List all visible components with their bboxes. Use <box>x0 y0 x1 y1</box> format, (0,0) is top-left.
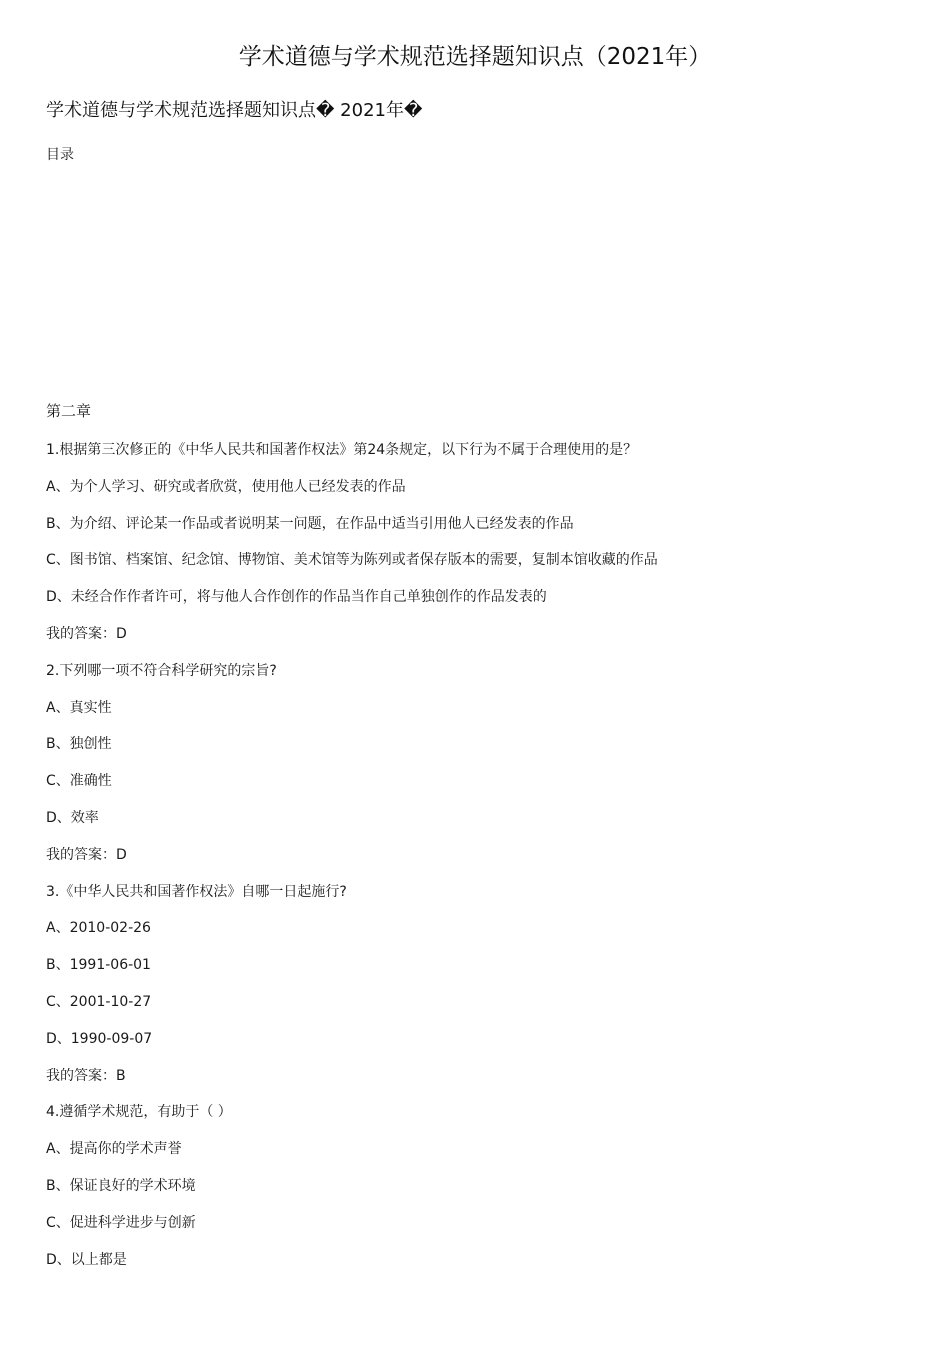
question-text: 1.根据第三次修正的《中华人民共和国著作权法》第24条规定，以下行为不属于合理使用的是？ <box>46 442 638 458</box>
option-b: B、1991-06-01 <box>46 957 151 974</box>
option-b: B、独创性 <box>46 736 112 753</box>
answer-text: 我的答案：D <box>46 846 127 863</box>
chapter-heading: 第二章 <box>46 402 92 420</box>
answer-text: 我的答案：D <box>46 625 127 642</box>
document-title: 学术道德与学术规范选择题知识点（2021年） <box>238 44 712 70</box>
question-text: 3.《中华人民共和国著作权法》自哪一日起施行? <box>46 883 347 900</box>
option-b: B、保证良好的学术环境 <box>46 1177 196 1194</box>
option-d: D、效率 <box>46 809 99 826</box>
option-a: A、真实性 <box>46 699 112 716</box>
option-a: A、2010-02-26 <box>46 920 151 937</box>
toc-label: 目录 <box>46 147 74 163</box>
option-a: A、提高你的学术声誉 <box>46 1141 182 1158</box>
option-d: D、以上都是 <box>46 1251 127 1268</box>
answer-text: 我的答案：B <box>46 1067 126 1084</box>
option-c: C、促进科学进步与创新 <box>46 1214 196 1231</box>
option-c: C、准确性 <box>46 773 112 790</box>
question-text: 2.下列哪一项不符合科学研究的宗旨? <box>46 662 277 679</box>
option-d: D、未经合作作者许可，将与他人合作创作的作品当作自己单独创作的作品发表的 <box>46 589 547 606</box>
option-a: A、为个人学习、研究或者欣赏，使用他人已经发表的作品 <box>46 478 406 495</box>
question-text: 4.遵循学术规范，有助于（ ） <box>46 1104 232 1121</box>
option-c: C、图书馆、档案馆、纪念馆、博物馆、美术馆等为陈列或者保存版本的需要，复制本馆收藏的作品 <box>46 552 658 569</box>
question-list <box>46 439 906 1285</box>
option-b: B、为介绍、评论某一作品或者说明某一问题，在作品中适当引用他人已经发表的作品 <box>46 515 574 532</box>
document-subtitle: 学术道德与学术规范选择题知识点� 2021年� <box>46 100 423 121</box>
option-c: C、2001-10-27 <box>46 993 152 1010</box>
option-d: D、1990-09-07 <box>46 1030 153 1047</box>
